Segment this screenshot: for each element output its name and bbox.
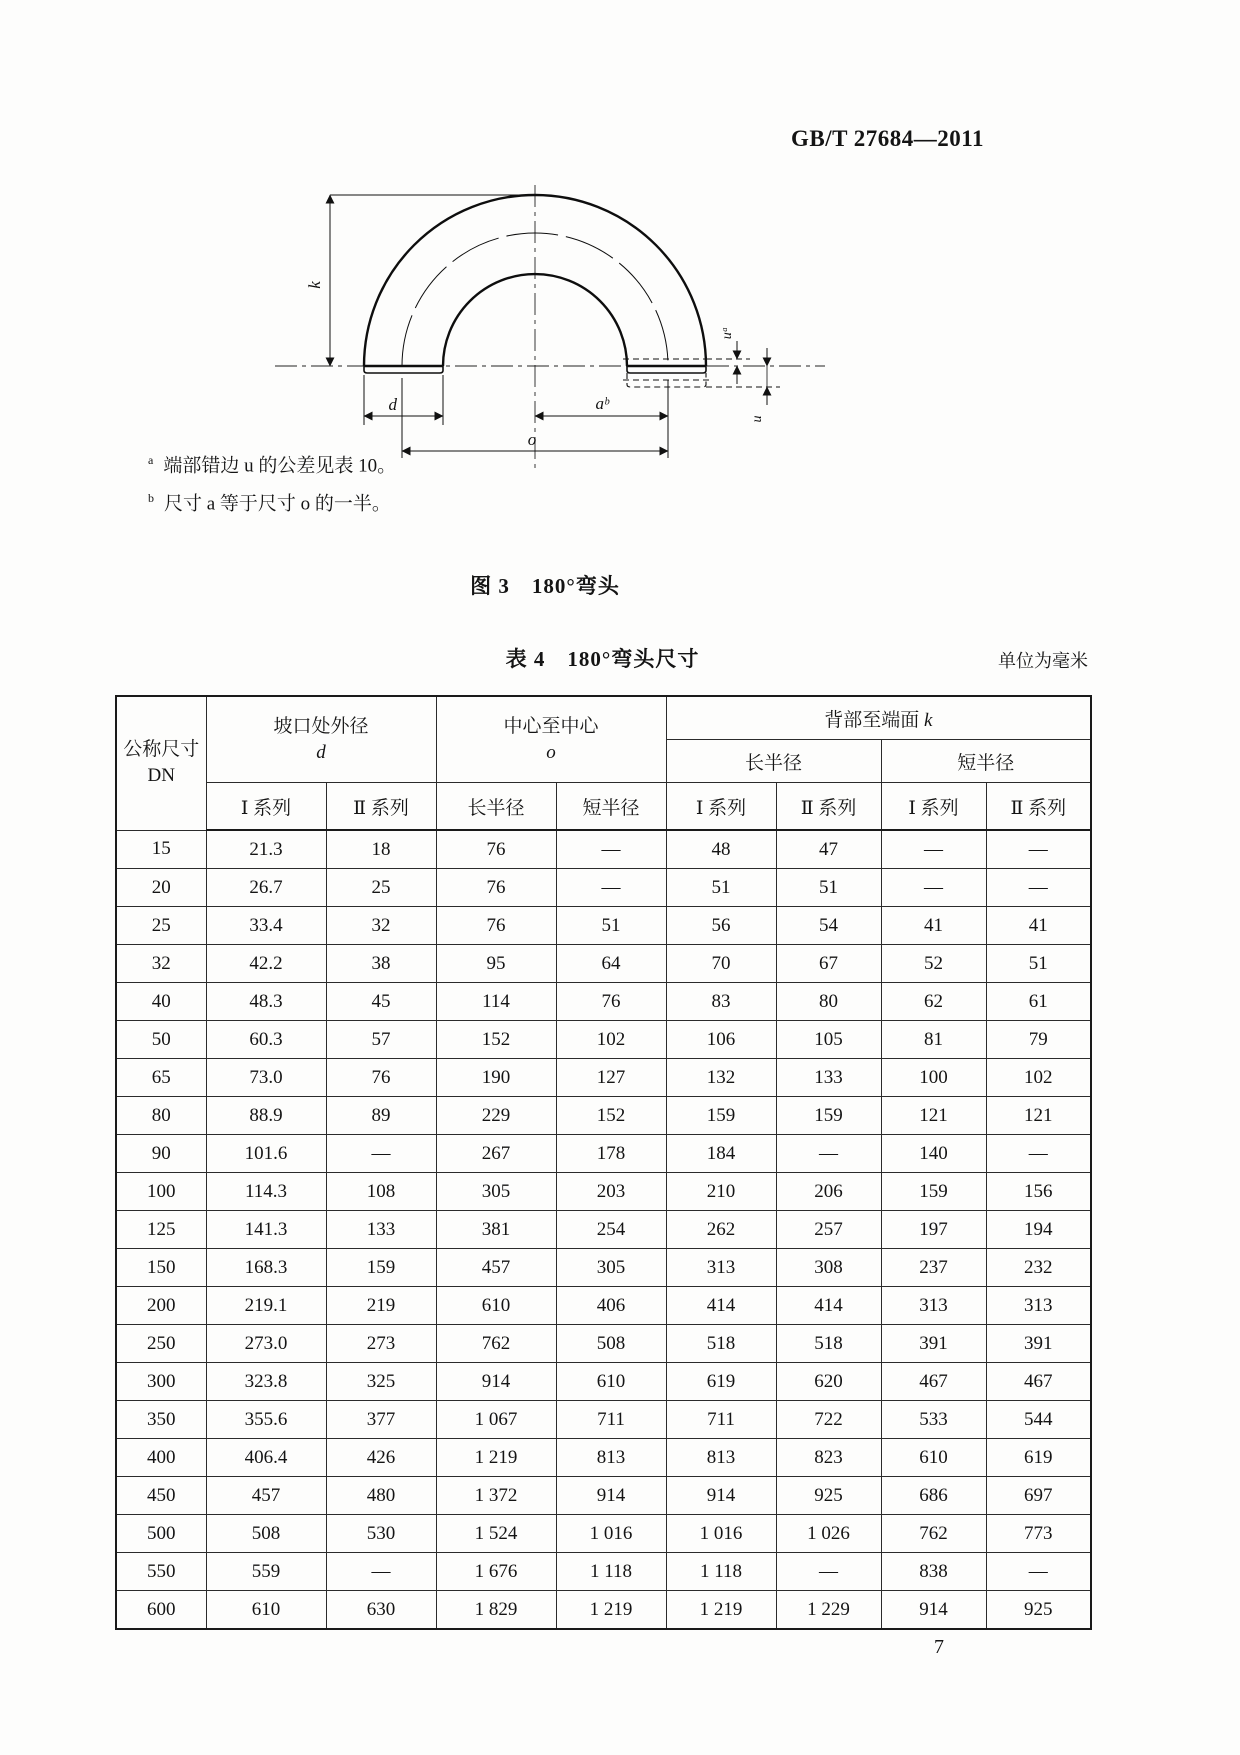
table-row: [116, 1591, 1091, 1630]
table-cell: 838: [881, 1553, 986, 1591]
table-cell: 51: [776, 869, 881, 907]
table-cell: 237: [881, 1249, 986, 1287]
header-long-radius: 长半径: [666, 740, 881, 783]
table-cell: 200: [116, 1287, 206, 1325]
table-cell: 711: [666, 1401, 776, 1439]
table-cell: 619: [666, 1363, 776, 1401]
table-cell: 1 067: [436, 1401, 556, 1439]
table-cell: 40: [116, 983, 206, 1021]
table-cell: —: [881, 869, 986, 907]
header-group-d: [206, 696, 436, 783]
table-cell: 414: [776, 1287, 881, 1325]
table-cell: 762: [881, 1515, 986, 1553]
table-cell: 619: [986, 1439, 1091, 1477]
header-group-o-label: 中心至中心: [503, 715, 599, 737]
table-cell: 90: [116, 1135, 206, 1173]
table-cell: 133: [326, 1211, 436, 1249]
table-cell: —: [326, 1553, 436, 1591]
table-cell: 300: [116, 1363, 206, 1401]
table-cell: 152: [436, 1021, 556, 1059]
table-cell: 1 219: [666, 1591, 776, 1630]
table-cell: 273: [326, 1325, 436, 1363]
table-cell: 33.4: [206, 907, 326, 945]
table-cell: 325: [326, 1363, 436, 1401]
table-cell: 508: [556, 1325, 666, 1363]
table-cell: 219.1: [206, 1287, 326, 1325]
table-title: 表 4 180°弯头尺寸: [505, 647, 700, 671]
table-cell: 426: [326, 1439, 436, 1477]
table-cell: 88.9: [206, 1097, 326, 1135]
table-cell: 132: [666, 1059, 776, 1097]
label-d: d: [388, 395, 397, 414]
table-cell: 262: [666, 1211, 776, 1249]
table-cell: 141.3: [206, 1211, 326, 1249]
table-cell: 25: [326, 869, 436, 907]
elbow-diagram: [270, 172, 830, 484]
table-cell: 102: [986, 1059, 1091, 1097]
table-cell: 45: [326, 983, 436, 1021]
table-cell: 50: [116, 1021, 206, 1059]
table-cell: 38: [326, 945, 436, 983]
subheader-cell: Ⅰ 系列: [881, 783, 986, 831]
table-cell: 210: [666, 1173, 776, 1211]
table-cell: 156: [986, 1173, 1091, 1211]
table-cell: —: [326, 1135, 436, 1173]
table-cell: 250: [116, 1325, 206, 1363]
table-cell: 1 016: [556, 1515, 666, 1553]
table-cell: 711: [556, 1401, 666, 1439]
table-cell: 61: [986, 983, 1091, 1021]
table-cell: —: [986, 830, 1091, 869]
table-cell: 52: [881, 945, 986, 983]
table-cell: 108: [326, 1173, 436, 1211]
table-cell: 1 118: [556, 1553, 666, 1591]
table-cell: 925: [776, 1477, 881, 1515]
table-cell: 25: [116, 907, 206, 945]
table-cell: 391: [986, 1325, 1091, 1363]
table-cell: 722: [776, 1401, 881, 1439]
table-cell: 355.6: [206, 1401, 326, 1439]
header-group-k: [666, 696, 1091, 740]
table-row: [116, 1401, 1091, 1439]
header-group-k-label: 背部至端面: [824, 709, 920, 731]
subheader-cell: Ⅱ 系列: [776, 783, 881, 831]
table-cell: 64: [556, 945, 666, 983]
table-cell: —: [556, 869, 666, 907]
table-cell: 533: [881, 1401, 986, 1439]
table-cell: 377: [326, 1401, 436, 1439]
header-row-3: [116, 783, 1091, 831]
footnote-a-text: 端部错边 u 的公差见表 10。: [163, 455, 397, 477]
table-cell: 686: [881, 1477, 986, 1515]
subheader-cell: Ⅱ 系列: [986, 783, 1091, 831]
table-cell: 159: [776, 1097, 881, 1135]
table-cell: 508: [206, 1515, 326, 1553]
header-short-radius: 短半径: [881, 740, 1091, 783]
table-cell: 20: [116, 869, 206, 907]
table-cell: 457: [206, 1477, 326, 1515]
subheader-cell: 短半径: [556, 783, 666, 831]
table-cell: 100: [116, 1173, 206, 1211]
table-cell: 813: [666, 1439, 776, 1477]
table-cell: 273.0: [206, 1325, 326, 1363]
table-cell: 457: [436, 1249, 556, 1287]
table-cell: 73.0: [206, 1059, 326, 1097]
elbow-drawing-svg: [270, 172, 830, 484]
table-cell: 48: [666, 830, 776, 869]
table-cell: 140: [881, 1135, 986, 1173]
table-cell: 114: [436, 983, 556, 1021]
table-cell: 41: [881, 907, 986, 945]
table-cell: 197: [881, 1211, 986, 1249]
table-cell: 32: [326, 907, 436, 945]
table-cell: 159: [881, 1173, 986, 1211]
header-dn-label: 公称尺寸: [123, 739, 200, 761]
table-cell: 203: [556, 1173, 666, 1211]
table-row: [116, 1287, 1091, 1325]
table-cell: 1 829: [436, 1591, 556, 1630]
table-cell: 159: [666, 1097, 776, 1135]
table-cell: 47: [776, 830, 881, 869]
table-cell: 168.3: [206, 1249, 326, 1287]
table-cell: 1 016: [666, 1515, 776, 1553]
table-cell: 76: [556, 983, 666, 1021]
header-dn-sub: DN: [147, 765, 175, 787]
table-cell: 62: [881, 983, 986, 1021]
table-cell: 76: [436, 869, 556, 907]
table-cell: 480: [326, 1477, 436, 1515]
table-cell: 89: [326, 1097, 436, 1135]
table-cell: 305: [556, 1249, 666, 1287]
table-cell: —: [986, 869, 1091, 907]
table-cell: 114.3: [206, 1173, 326, 1211]
page-number: 7: [934, 1636, 944, 1658]
figure-footnotes: [148, 444, 396, 521]
table-cell: 83: [666, 983, 776, 1021]
table-cell: 67: [776, 945, 881, 983]
table-cell: 76: [326, 1059, 436, 1097]
table-cell: 914: [881, 1591, 986, 1630]
dimension-table: [115, 695, 1092, 1630]
table-cell: 51: [986, 945, 1091, 983]
table-cell: 76: [436, 907, 556, 945]
header-group-d-symbol: d: [316, 741, 326, 763]
table-row: [116, 830, 1091, 869]
footnote-a: [148, 444, 396, 482]
label-k: k: [305, 281, 324, 289]
table-cell: 313: [666, 1249, 776, 1287]
table-cell: 76: [436, 830, 556, 869]
table-cell: 190: [436, 1059, 556, 1097]
table-cell: 41: [986, 907, 1091, 945]
table-row: [116, 1477, 1091, 1515]
table-cell: 219: [326, 1287, 436, 1325]
table-cell: 56: [666, 907, 776, 945]
subheader-cell: Ⅰ 系列: [206, 783, 326, 831]
table-cell: 400: [116, 1439, 206, 1477]
table-cell: 450: [116, 1477, 206, 1515]
table-cell: —: [556, 830, 666, 869]
table-cell: 630: [326, 1591, 436, 1630]
header-row-1: [116, 696, 1091, 740]
table-cell: 313: [881, 1287, 986, 1325]
table-cell: 102: [556, 1021, 666, 1059]
table-row: [116, 1249, 1091, 1287]
table-cell: 229: [436, 1097, 556, 1135]
table-cell: 550: [116, 1553, 206, 1591]
table-cell: —: [776, 1553, 881, 1591]
table-cell: 697: [986, 1477, 1091, 1515]
table-cell: 106: [666, 1021, 776, 1059]
table-cell: 121: [881, 1097, 986, 1135]
table-cell: 914: [556, 1477, 666, 1515]
table-cell: 381: [436, 1211, 556, 1249]
table-cell: 1 026: [776, 1515, 881, 1553]
subheader-cell: Ⅰ 系列: [666, 783, 776, 831]
figure-caption: 图 3 180°弯头: [470, 574, 620, 598]
table-body: [116, 830, 1091, 1629]
table-cell: 500: [116, 1515, 206, 1553]
header-dn: [116, 696, 206, 830]
table-row: [116, 1325, 1091, 1363]
header-group-o: [436, 696, 666, 783]
table-cell: 51: [666, 869, 776, 907]
table-cell: 308: [776, 1249, 881, 1287]
table-row: [116, 869, 1091, 907]
label-o: o: [527, 430, 537, 449]
table-row: [116, 1553, 1091, 1591]
table-cell: 1 229: [776, 1591, 881, 1630]
table-cell: 1 219: [436, 1439, 556, 1477]
table-cell: 178: [556, 1135, 666, 1173]
table-cell: 406.4: [206, 1439, 326, 1477]
dimension-a: [535, 380, 668, 458]
table-row: [116, 1211, 1091, 1249]
table-cell: 65: [116, 1059, 206, 1097]
table-cell: 80: [116, 1097, 206, 1135]
table-cell: 914: [436, 1363, 556, 1401]
table-cell: 313: [986, 1287, 1091, 1325]
footnote-b-marker: b: [148, 491, 154, 506]
table-cell: 57: [326, 1021, 436, 1059]
table-cell: 305: [436, 1173, 556, 1211]
table-row: [116, 1173, 1091, 1211]
table-cell: 467: [986, 1363, 1091, 1401]
table-cell: 467: [881, 1363, 986, 1401]
table-cell: 70: [666, 945, 776, 983]
table-cell: 414: [666, 1287, 776, 1325]
table-cell: 914: [666, 1477, 776, 1515]
table-cell: 42.2: [206, 945, 326, 983]
table-cell: 54: [776, 907, 881, 945]
table-cell: 127: [556, 1059, 666, 1097]
table-cell: 48.3: [206, 983, 326, 1021]
table-row: [116, 1059, 1091, 1097]
table-cell: 925: [986, 1591, 1091, 1630]
table-cell: 530: [326, 1515, 436, 1553]
label-u-top: uᵃ: [720, 326, 735, 340]
table-cell: 773: [986, 1515, 1091, 1553]
header-group-d-label: 坡口处外径: [273, 715, 369, 737]
centerlines: [275, 185, 825, 471]
footnote-b-text: 尺寸 a 等于尺寸 o 的一半。: [164, 493, 391, 515]
table-cell: 1 118: [666, 1553, 776, 1591]
footnote-a-marker: a: [148, 453, 154, 467]
table-cell: 254: [556, 1211, 666, 1249]
table-cell: 610: [556, 1363, 666, 1401]
table-cell: 81: [881, 1021, 986, 1059]
table-cell: 95: [436, 945, 556, 983]
table-cell: 121: [986, 1097, 1091, 1135]
footnote-b: [148, 482, 396, 520]
table-cell: 79: [986, 1021, 1091, 1059]
table-cell: 194: [986, 1211, 1091, 1249]
table-cell: 21.3: [206, 830, 326, 869]
unit-note: 单位为毫米: [998, 651, 1088, 671]
table-cell: 51: [556, 907, 666, 945]
table-cell: 159: [326, 1249, 436, 1287]
table-cell: 406: [556, 1287, 666, 1325]
table-cell: 15: [116, 830, 206, 869]
table-cell: 26.7: [206, 869, 326, 907]
standard-number: GB/T 27684—2011: [790, 126, 984, 151]
table-cell: 100: [881, 1059, 986, 1097]
table-cell: —: [776, 1135, 881, 1173]
table-cell: 257: [776, 1211, 881, 1249]
table-cell: 206: [776, 1173, 881, 1211]
table-cell: 80: [776, 983, 881, 1021]
table-cell: —: [986, 1553, 1091, 1591]
table-cell: 150: [116, 1249, 206, 1287]
table-cell: 60.3: [206, 1021, 326, 1059]
table-cell: 1 676: [436, 1553, 556, 1591]
table-cell: 610: [206, 1591, 326, 1630]
table-cell: 544: [986, 1401, 1091, 1439]
table-cell: 350: [116, 1401, 206, 1439]
table-cell: 323.8: [206, 1363, 326, 1401]
table-cell: 1 219: [556, 1591, 666, 1630]
table-cell: 610: [881, 1439, 986, 1477]
table-row: [116, 1097, 1091, 1135]
table-row: [116, 1363, 1091, 1401]
table-cell: 762: [436, 1325, 556, 1363]
table-cell: 518: [776, 1325, 881, 1363]
label-a: aᵇ: [595, 394, 609, 413]
table-cell: 813: [556, 1439, 666, 1477]
subheader-cell: Ⅱ 系列: [326, 783, 436, 831]
table-cell: 101.6: [206, 1135, 326, 1173]
table-cell: 152: [556, 1097, 666, 1135]
table-cell: 600: [116, 1591, 206, 1630]
table-row: [116, 945, 1091, 983]
table-cell: 620: [776, 1363, 881, 1401]
table-row: [116, 1439, 1091, 1477]
table-cell: 391: [881, 1325, 986, 1363]
label-u-bottom: u: [750, 415, 765, 423]
table-cell: 133: [776, 1059, 881, 1097]
table-row: [116, 1021, 1091, 1059]
table-row: [116, 1515, 1091, 1553]
table-cell: —: [881, 830, 986, 869]
table-cell: 125: [116, 1211, 206, 1249]
table-row: [116, 907, 1091, 945]
table-cell: 559: [206, 1553, 326, 1591]
table-cell: 267: [436, 1135, 556, 1173]
table-cell: 105: [776, 1021, 881, 1059]
table-cell: 823: [776, 1439, 881, 1477]
table-cell: 184: [666, 1135, 776, 1173]
subheader-cell: 长半径: [436, 783, 556, 831]
table-cell: 32: [116, 945, 206, 983]
table-cell: 1 524: [436, 1515, 556, 1553]
table-heading-row: [115, 643, 1090, 673]
table-cell: 232: [986, 1249, 1091, 1287]
header-group-k-symbol: k: [923, 709, 933, 731]
table-cell: 518: [666, 1325, 776, 1363]
table-row: [116, 983, 1091, 1021]
table-cell: —: [986, 1135, 1091, 1173]
header-group-o-symbol: o: [546, 741, 556, 763]
table-cell: 18: [326, 830, 436, 869]
table-cell: 610: [436, 1287, 556, 1325]
table-cell: 1 372: [436, 1477, 556, 1515]
table-row: [116, 1135, 1091, 1173]
